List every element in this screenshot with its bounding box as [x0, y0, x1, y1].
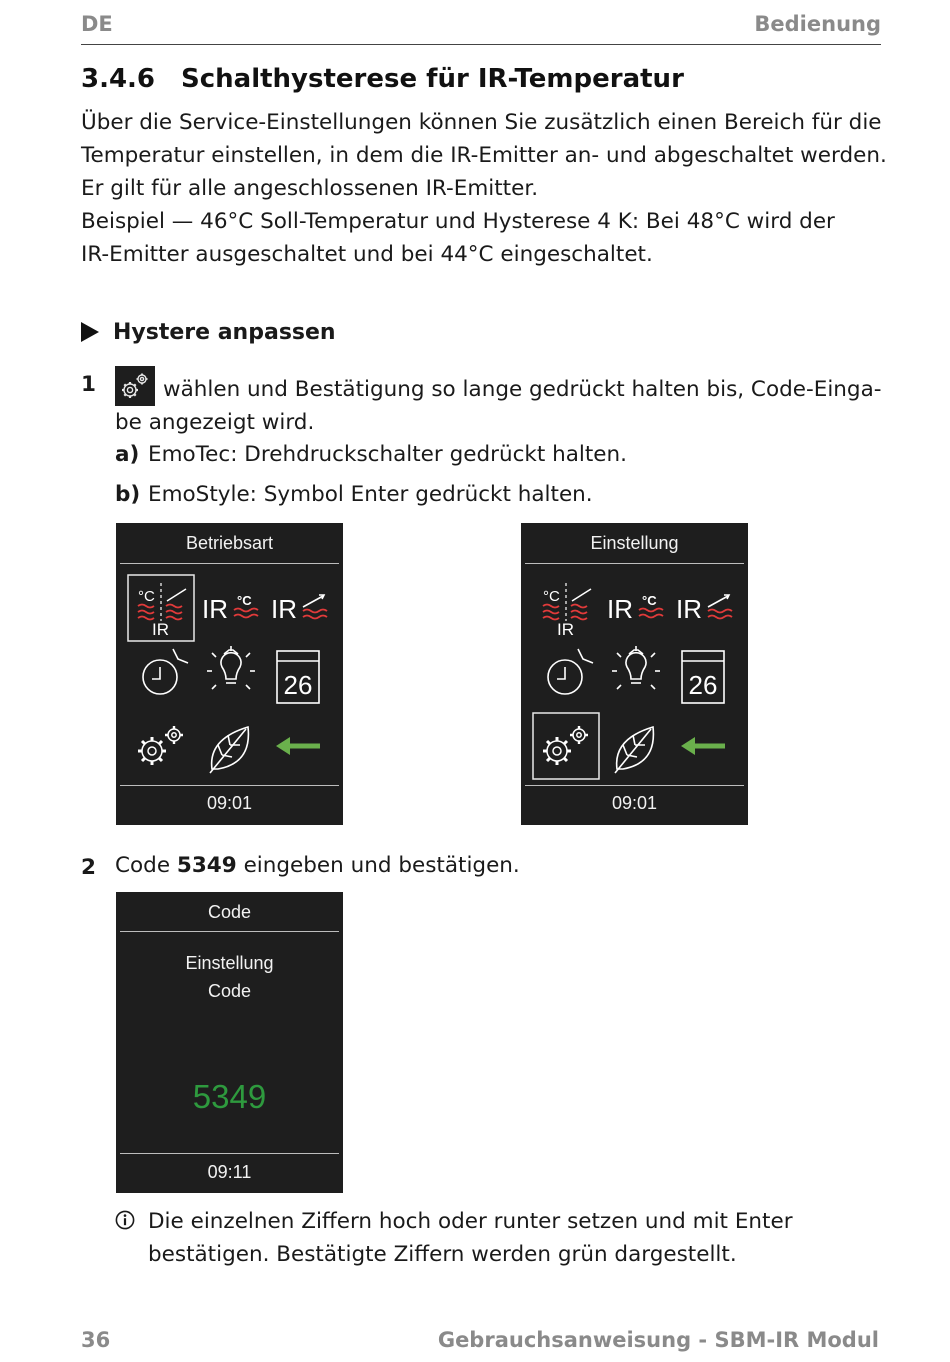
ir-power-icon [676, 594, 732, 624]
step-2-text [115, 849, 520, 882]
sub-a-text: EmoTec: Drehdruckschalter gedrückt halten. [148, 442, 627, 467]
svg-text:IR: IR [271, 594, 297, 624]
header-chapter: Bedienung [754, 12, 881, 36]
screen-title: Code [207, 902, 252, 922]
svg-text:IR: IR [152, 620, 169, 639]
step-2-suffix: eingeben und bestätigen. [236, 853, 520, 878]
svg-text:°C: °C [642, 593, 657, 608]
paragraph-line: Über die Service-Einstellungen können Sie zusätzlich einen Bereich für die [81, 110, 882, 135]
step-2-code: 5349 [176, 853, 237, 878]
screen-operating-mode [116, 523, 343, 825]
screen-title: Betriebsart [185, 533, 274, 553]
svg-text:26: 26 [688, 670, 718, 700]
step-1-line1: wählen und Bestätigung so lange gedrückt halten bis, Code-Einga- [163, 377, 882, 402]
sub-b-label: b) [115, 482, 141, 507]
section-heading [81, 64, 684, 94]
note-line: Die einzelnen Ziffern hoch oder runter setzen und mit Enter [148, 1209, 793, 1234]
svg-text:IR: IR [676, 594, 702, 624]
step-1-number: 1 [81, 372, 96, 397]
page-number: 36 [81, 1328, 111, 1352]
section-number: 3.4.6 [81, 64, 156, 94]
svg-text:IR: IR [607, 594, 633, 624]
step-2-number: 2 [81, 855, 96, 880]
intro-paragraph [81, 106, 887, 271]
code-value: 5349 [192, 1078, 267, 1115]
step-1-line2: be angezeigt wird. [115, 410, 315, 435]
ir-mode-icon [138, 583, 186, 639]
ir-power-icon [271, 594, 327, 624]
header-divider [81, 44, 881, 45]
svg-text:26: 26 [283, 670, 313, 700]
screen-divider [120, 1153, 339, 1154]
screen-code [116, 892, 343, 1193]
calendar-icon [277, 651, 319, 703]
screen-clock: 09:01 [611, 793, 658, 813]
light-bulb-icon [207, 646, 255, 689]
svg-text:IR: IR [202, 594, 228, 624]
code-label-setting: Einstellung [185, 953, 274, 973]
settings-gear-icon [138, 726, 183, 765]
paragraph-line: Temperatur einstellen, in dem die IR-Emitter an- und abgeschaltet werden. [81, 143, 887, 168]
step-1-sub-a [115, 442, 627, 467]
code-label-code: Code [207, 981, 252, 1001]
header-language: DE [81, 12, 113, 36]
paragraph-line: IR-Emitter ausgeschaltet und bei 44°C eingeschaltet. [81, 242, 653, 267]
settings-gear-icon [543, 726, 588, 765]
svg-text:°C: °C [138, 588, 155, 605]
step-1-sub-b [115, 482, 593, 507]
screen-setting [521, 523, 748, 825]
calendar-icon [682, 651, 724, 703]
light-bulb-icon [612, 646, 660, 689]
step-2-prefix: Code [115, 853, 177, 878]
task-heading [81, 320, 336, 345]
ir-temperature-icon [202, 593, 258, 624]
screen-clock: 09:11 [207, 1162, 252, 1182]
eco-leaf-icon [210, 727, 248, 773]
eco-leaf-icon [615, 727, 653, 773]
gear-icon [115, 366, 155, 406]
screen-divider [120, 931, 339, 932]
section-title: Schalthysterese für IR-Temperatur [181, 64, 684, 94]
paragraph-line: Beispiel — 46°C Soll-Temperatur und Hysterese 4 K: Bei 48°C wird der [81, 209, 835, 234]
svg-text:°C: °C [237, 593, 252, 608]
menu-icons-grid [116, 523, 343, 825]
back-arrow-icon [681, 737, 725, 755]
svg-text:IR: IR [557, 620, 574, 639]
screen-divider [120, 785, 339, 786]
task-title: Hystere anpassen [113, 320, 336, 345]
ir-mode-icon [543, 583, 591, 639]
menu-icons-grid [521, 523, 748, 825]
svg-text:°C: °C [543, 588, 560, 605]
ir-temperature-icon [607, 593, 663, 624]
document-title: Gebrauchsanweisung - SBM-IR Modul [437, 1328, 879, 1352]
info-icon [115, 1210, 135, 1230]
screen-clock: 09:01 [206, 793, 253, 813]
sub-a-label: a) [115, 442, 140, 467]
note-line: bestätigen. Bestätigte Ziffern werden grün dargestellt. [148, 1242, 737, 1267]
play-triangle-icon [81, 322, 99, 342]
back-arrow-icon [276, 737, 320, 755]
step-1-text [115, 366, 882, 439]
paragraph-line: Er gilt für alle angeschlossenen IR-Emitter. [81, 176, 539, 201]
sub-b-text: EmoStyle: Symbol Enter gedrückt halten. [148, 482, 593, 507]
screen-title: Einstellung [590, 533, 679, 553]
clock-timer-icon [548, 649, 593, 694]
clock-timer-icon [143, 649, 188, 694]
screen-divider [525, 785, 744, 786]
